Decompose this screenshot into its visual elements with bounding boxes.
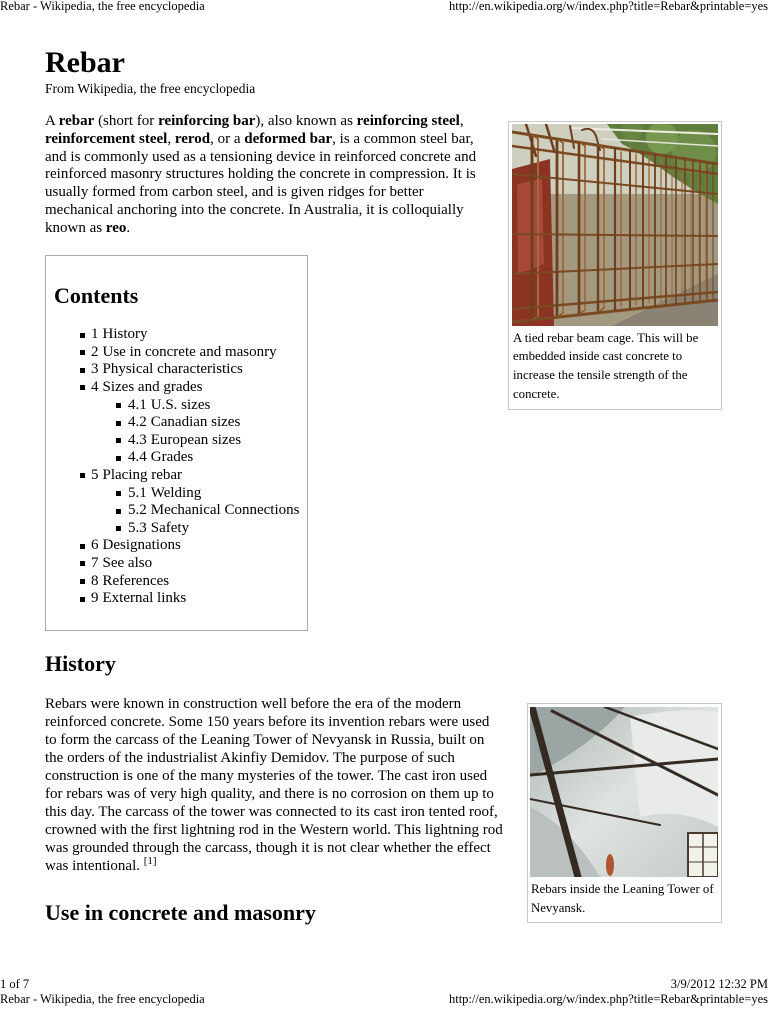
toc-text: U.S. sizes	[150, 396, 211, 413]
toc-text: Sizes and grades	[102, 378, 203, 395]
toc-number: 5.1	[128, 484, 147, 501]
text-run: .	[126, 219, 131, 236]
text-run: known as	[45, 219, 106, 236]
text-run: was grounded through the carcass, though it is not clear whether the effect	[45, 840, 491, 856]
text-run: ,	[459, 113, 464, 129]
text-line	[45, 184, 476, 202]
toc-number: 9	[91, 590, 99, 607]
rebar-cage-image[interactable]	[512, 124, 718, 326]
toc-item-6[interactable]	[46, 537, 307, 555]
toc-text: Mechanical Connections	[150, 502, 300, 519]
toc-text: Physical characteristics	[102, 361, 243, 378]
text-line	[45, 785, 503, 803]
figure-caption	[531, 880, 714, 918]
toc-number: 5	[91, 466, 99, 483]
text-line	[45, 113, 476, 131]
text-run: for rebars was of very high quality, and there is no corrosion on them up to	[45, 786, 494, 802]
toc-text: Use in concrete and masonry	[102, 343, 277, 360]
toc-item-1[interactable]	[46, 326, 307, 344]
text-line	[45, 857, 503, 875]
toc-text: See also	[102, 554, 153, 571]
text-line	[45, 220, 476, 238]
text-run: the orders of the industrialist Akinfiy Demidov. The purpose of such	[45, 750, 455, 766]
toc-number: 5.3	[128, 519, 147, 536]
text-run: crowned with the first lightning rod in the Western world. This lightning rod	[45, 822, 503, 838]
toc-number: 6	[91, 537, 99, 554]
toc-text: Designations	[102, 537, 181, 554]
toc-number: 4.2	[128, 414, 147, 431]
text-line	[45, 131, 476, 149]
bold-term: reinforcing bar	[158, 113, 256, 129]
bold-term: reinforcement steel	[45, 130, 168, 147]
text-run: reinforced masonry structures holding the concrete in compression. It is	[45, 166, 476, 183]
toc-list	[46, 326, 307, 608]
text-line	[45, 803, 503, 821]
bold-term: reo	[105, 219, 127, 236]
citation-link[interactable]: [1]	[143, 855, 157, 867]
section-heading-use-in-concrete: Use in concrete and masonry	[45, 900, 316, 925]
toc-number: 4.4	[128, 449, 147, 466]
toc-heading: Contents	[54, 283, 139, 308]
toc-text: External links	[102, 590, 187, 607]
bold-term: rebar	[58, 113, 95, 129]
caption-line: Rebars inside the Leaning Tower of	[531, 881, 714, 896]
print-header-title: Rebar - Wikipedia, the free encyclopedia	[0, 0, 205, 13]
text-line	[45, 839, 503, 857]
next-page-header-title: Rebar - Wikipedia, the free encyclopedia	[0, 991, 205, 1006]
toc-item-5-3[interactable]	[46, 520, 307, 538]
text-run: reinforced concrete. Some 150 years before its invention rebars were used	[45, 714, 490, 730]
text-run: and is commonly used as a tensioning device in reinforced concrete and	[45, 148, 477, 165]
toc-number: 4.1	[128, 396, 147, 413]
next-page-header-url: http://en.wikipedia.org/w/index.php?title=Rebar&printable=yes	[448, 991, 768, 1006]
toc-item-8[interactable]	[46, 573, 307, 591]
caption-line: increase the tensile strength of the	[513, 368, 688, 382]
caption-line: concrete.	[513, 386, 560, 401]
table-of-contents	[45, 255, 308, 631]
toc-number: 1	[91, 326, 99, 343]
visitor-figure	[606, 854, 614, 876]
bold-term: deformed bar	[244, 130, 333, 147]
bold-term: rerod	[174, 130, 211, 147]
text-run: ,	[167, 130, 175, 147]
text-line	[45, 767, 503, 785]
history-paragraph	[45, 695, 503, 875]
toc-item-5[interactable]	[46, 467, 307, 485]
toc-text: References	[102, 572, 170, 589]
toc-number: 5.2	[128, 502, 147, 519]
toc-text: Grades	[150, 449, 194, 466]
figure-rebar-cage	[508, 121, 722, 410]
figure-caption	[513, 329, 698, 404]
toc-item-5-1[interactable]	[46, 485, 307, 503]
section-heading-history: History	[45, 651, 116, 676]
page-count: 1 of 7	[0, 976, 30, 991]
text-line	[45, 166, 476, 184]
text-run: , is a common steel bar,	[332, 130, 474, 147]
text-run: , or a	[210, 130, 245, 147]
text-run: ), also known as	[255, 113, 357, 129]
article-tagline: From Wikipedia, the free encyclopedia	[45, 81, 256, 96]
toc-text: Welding	[150, 484, 202, 501]
figure-nevyansk-tower	[527, 703, 722, 923]
toc-item-2[interactable]	[46, 344, 307, 362]
print-header-url: http://en.wikipedia.org/w/index.php?title=Rebar&printable=yes	[448, 0, 768, 13]
text-line	[45, 749, 503, 767]
text-line	[45, 713, 503, 731]
toc-item-5-2[interactable]	[46, 502, 307, 520]
caption-line: Nevyansk.	[531, 900, 586, 915]
caption-line: A tied rebar beam cage. This will be	[513, 330, 699, 345]
text-run: A	[45, 113, 59, 129]
toc-text: European sizes	[150, 431, 242, 448]
toc-item-4-4[interactable]	[46, 449, 307, 467]
text-line	[45, 149, 476, 167]
toc-text: History	[102, 326, 148, 343]
text-run: usually formed from carbon steel, and is given ridges for better	[45, 184, 424, 201]
toc-number: 2	[91, 343, 99, 360]
text-run: construction is one of the many mysteries of the tower. The cast iron used	[45, 768, 488, 784]
toc-item-4-1[interactable]	[46, 397, 307, 415]
text-run: mechanical anchoring into the concrete. In Australia, it is colloquially	[45, 201, 464, 218]
toc-item-9[interactable]	[46, 590, 307, 608]
text-line	[45, 695, 503, 713]
toc-item-4[interactable]	[46, 379, 307, 397]
toc-text: Placing rebar	[102, 466, 183, 483]
toc-number: 4	[91, 378, 99, 395]
intro-paragraph	[45, 113, 476, 238]
text-run: to form the carcass of the Leaning Tower of Nevyansk in Russia, built on	[45, 732, 485, 748]
article-title: Rebar	[45, 46, 125, 79]
toc-number: 7	[91, 554, 99, 571]
caption-line: embedded inside cast concrete to	[513, 349, 683, 364]
text-run: (short for	[94, 113, 159, 129]
toc-item-7[interactable]	[46, 555, 307, 573]
window	[688, 833, 718, 877]
toc-item-3[interactable]	[46, 361, 307, 379]
toc-number: 3	[91, 361, 99, 378]
text-run: this day. The carcass of the tower was connected to its cast iron tented roof,	[45, 804, 498, 820]
toc-text: Canadian sizes	[150, 414, 241, 431]
toc-text: Safety	[150, 519, 190, 536]
text-line	[45, 731, 503, 749]
text-line	[45, 202, 476, 220]
text-line	[45, 821, 503, 839]
text-run: Rebars were known in construction well before the era of the modern	[45, 696, 462, 712]
toc-number: 4.3	[128, 431, 147, 448]
print-timestamp: 3/9/2012 12:32 PM	[670, 976, 768, 991]
text-run: was intentional.	[45, 858, 144, 874]
toc-number: 8	[91, 572, 99, 589]
toc-item-4-2[interactable]	[46, 414, 307, 432]
nevyansk-tower-image[interactable]	[530, 707, 718, 877]
bold-term: reinforcing steel	[356, 113, 460, 129]
toc-item-4-3[interactable]	[46, 432, 307, 450]
